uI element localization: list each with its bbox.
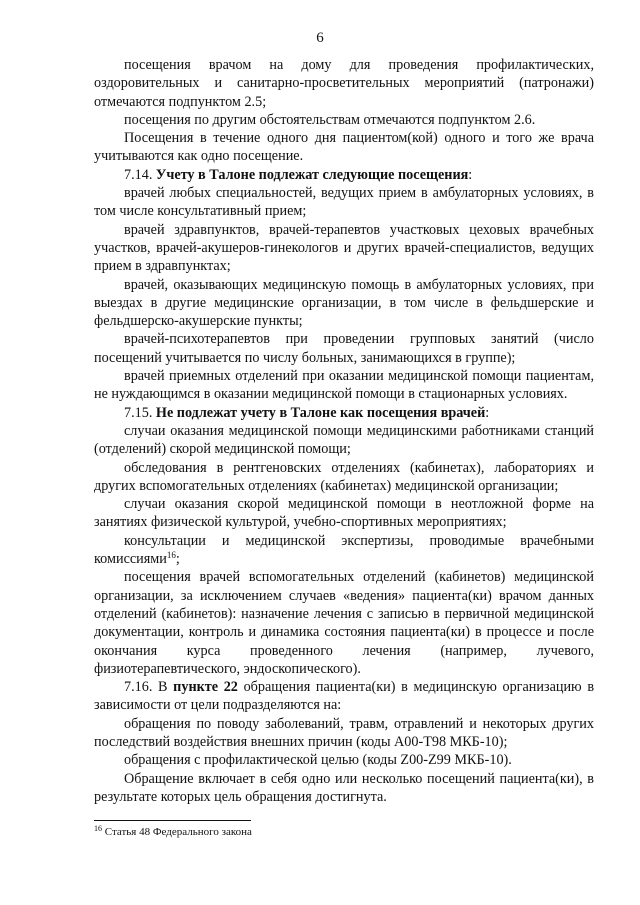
paragraph: обследования в рентгеновских отделениях (кабинетах), лабораториях и других вспомогательных отделениях (кабинетах) медицинской организации; (94, 459, 594, 494)
paragraph: врачей-психотерапевтов при проведении групповых занятий (число посещений учитывается по числу больных, занимающихся в группе); (94, 331, 594, 366)
paragraph: Посещения в течение одного дня пациентом(кой) одного и того же врача учитываются как одно посещение. (94, 130, 594, 165)
paragraph: обращения с профилактической целью (коды Z00-Z99 МКБ-10). (124, 752, 512, 769)
paragraph: врачей, оказывающих медицинскую помощь в амбулаторных условиях, при выездах в другие медицинские организации, в том числе в фельдшерские и фельдшерско-акушерские пункты; (94, 276, 594, 330)
paragraph: случаи оказания медицинской помощи медицинскими работниками станций (отделений) скорой медицинской помощи; (94, 422, 594, 458)
footnote-number: 16 (94, 824, 102, 833)
section-heading-7-16: 7.16. В пункте 22 обращения пациента(ки) в медицинскую организацию в зависимости от цели подразделяются на: (94, 679, 595, 714)
paragraph: посещения по другим обстоятельствам отмечаются подпунктом 2.6. (124, 111, 536, 128)
paragraph: Обращение включает в себя одно или несколько посещений пациента(ки), в результате которых цель обращения достигнута. (94, 770, 594, 805)
section-title: Учету в Талоне подлежат следующие посещения (155, 166, 469, 183)
paragraph: случаи оказания скорой медицинской помощи в неотложной форме на занятиях физической культурой, учебно-спортивных мероприятиях; (94, 496, 594, 531)
section-number: 7.15. (124, 404, 153, 421)
footnote-reference[interactable]: 16 (166, 550, 176, 561)
point-reference: пункте 22 (173, 679, 238, 696)
page-number: 6 (316, 30, 324, 46)
paragraph: посещения врачей вспомогательных отделений (кабинетов) медицинской организации, за исключением случаев «ведения» пациента(ки) врачом данных отделений (кабинетов): назначение лечения с записью в первичной медицинской документации, контроль и динамика состояния пациента(ки) в процессе и после окончания курса проведенного лечения (например, лучевого, физиотерапевтического, эндоскопического). (94, 569, 594, 677)
section-number: 7.14. (124, 166, 153, 183)
section-title: Не подлежат учету в Талоне как посещения врачей (155, 404, 486, 421)
paragraph: врачей приемных отделений при оказании медицинской помощи пациентам, не нуждающимся в оказании медицинской помощи в стационарных условиях. (94, 368, 594, 403)
section-heading-7-14: 7.14. Учету в Талоне подлежат следующие посещения: (124, 166, 473, 183)
document-body (94, 56, 594, 806)
paragraph: врачей любых специальностей, ведущих прием в амбулаторных условиях, в том числе консультативный прием; (94, 185, 594, 220)
footnote-text: Статья 48 Федерального закона (104, 826, 252, 838)
section-heading-7-15: 7.15. Не подлежат учету в Талоне как посещения врачей: (124, 404, 490, 421)
footnote-divider (94, 820, 251, 821)
paragraph: посещения врачом на дому для проведения профилактических, оздоровительных и санитарно-просветительных мероприятий (патронажи) отмечаются подпунктом 2.5; (94, 57, 594, 110)
paragraph: врачей здравпунктов, врачей-терапевтов участковых цеховых врачебных участков, врачей-акушеров-гинекологов и других врачей-специалистов, ведущих прием в здравпунктах; (94, 221, 594, 275)
paragraph: консультации и медицинской экспертизы, проводимые врачебными комиссиями$^{16}$; (94, 532, 594, 568)
footnote (94, 826, 252, 838)
paragraph: обращения по поводу заболеваний, травм, отравлений и некоторых других последствий воздействия внешних причин (коды A00-T98 МКБ-10); (94, 715, 594, 750)
